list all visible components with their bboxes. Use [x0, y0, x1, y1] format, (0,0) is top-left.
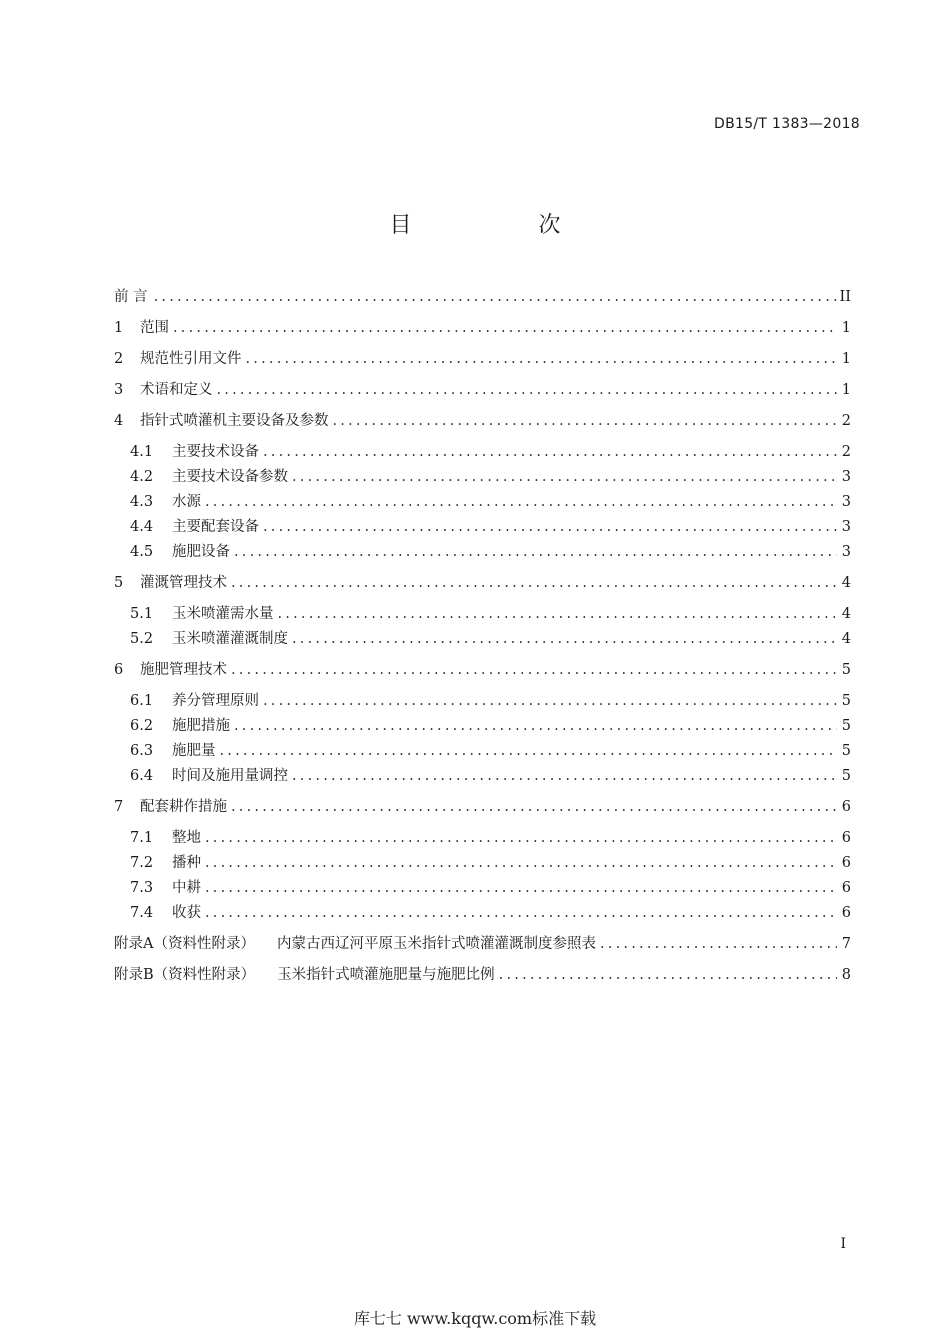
toc-entry[interactable]	[114, 410, 851, 432]
toc-entry-title: 整地	[172, 830, 201, 846]
toc-entry-title: 主要配套设备	[172, 519, 259, 535]
toc-leader-dots	[231, 796, 837, 818]
toc-entry-page: II	[839, 289, 851, 305]
toc-entry-page: 5	[841, 768, 851, 784]
toc-entry-page: 5	[841, 743, 851, 759]
toc-entry-number: 3	[114, 382, 124, 398]
toc-subentry[interactable]	[130, 740, 851, 762]
toc-entry-page: 3	[841, 494, 851, 510]
toc-subentry[interactable]	[130, 827, 851, 849]
toc-entry[interactable]	[114, 317, 851, 339]
toc-entry-number: 6.3	[130, 743, 154, 759]
toc-subentry[interactable]	[130, 441, 851, 463]
toc-leader-dots	[333, 410, 838, 432]
toc-entry-number: 4.3	[130, 494, 154, 510]
toc-entry-page: 1	[841, 351, 851, 367]
toc-entry-number: 1	[114, 320, 124, 336]
toc-entry[interactable]	[114, 572, 851, 594]
toc-entry-title: 前 言	[114, 289, 148, 305]
toc-entry-title: 养分管理原则	[172, 693, 259, 709]
toc-entry-page: 1	[841, 382, 851, 398]
toc-entry-number: 6.4	[130, 768, 154, 784]
toc-subentry[interactable]	[130, 765, 851, 787]
toc-entry-page: 6	[841, 855, 851, 871]
toc-subentry[interactable]	[130, 466, 851, 488]
toc-entry-number: 7.1	[130, 830, 154, 846]
toc-subentry[interactable]	[130, 491, 851, 513]
toc-appendix-label: 附录A（资料性附录）	[114, 936, 255, 952]
toc-entry[interactable]	[114, 348, 851, 370]
toc-entry-title: 主要技术设备	[172, 444, 259, 460]
toc-entry-number: 4.2	[130, 469, 154, 485]
toc-entry-title: 内蒙古西辽河平原玉米指针式喷灌灌溉制度参照表	[276, 936, 596, 952]
toc-entry-title: 规范性引用文件	[140, 351, 242, 367]
toc-leader-dots	[231, 572, 837, 594]
toc-leader-dots	[263, 690, 837, 712]
toc-entry-title: 范围	[140, 320, 169, 336]
toc-entry-number: 4.1	[130, 444, 154, 460]
toc-subentry[interactable]	[130, 690, 851, 712]
footer-watermark: 库七七 www.kqqw.com标准下载	[353, 1309, 597, 1328]
toc-leader-dots	[234, 541, 837, 563]
toc-entry-title: 施肥管理技术	[140, 662, 227, 678]
toc-entry-title: 指针式喷灌机主要设备及参数	[140, 413, 329, 429]
toc-entry-number: 7.4	[130, 905, 154, 921]
toc-entry-number: 6.1	[130, 693, 154, 709]
toc-entry-page: 3	[841, 544, 851, 560]
toc-entry-appendix-b[interactable]	[114, 964, 851, 986]
toc-entry-page: 4	[841, 606, 851, 622]
toc-entry[interactable]	[114, 379, 851, 401]
toc-leader-dots	[220, 740, 838, 762]
toc-entry-page: 7	[841, 936, 851, 952]
toc-appendix-label: 附录B（资料性附录）	[114, 967, 256, 983]
toc-leader-dots	[205, 902, 837, 924]
toc-entry-page: 3	[841, 519, 851, 535]
toc-entry-number: 6	[114, 662, 124, 678]
toc-entry-number: 7.3	[130, 880, 154, 896]
toc-leader-dots	[173, 317, 837, 339]
toc-leader-dots	[246, 348, 838, 370]
document-code: DB15/T 1383—2018	[714, 116, 860, 132]
toc-entry-foreword[interactable]	[114, 286, 851, 308]
toc-entry-title: 时间及施用量调控	[172, 768, 288, 784]
toc-entry-title: 玉米喷灌需水量	[172, 606, 274, 622]
toc-entry-page: 5	[841, 693, 851, 709]
toc-leader-dots	[263, 441, 837, 463]
toc-entry-title: 主要技术设备参数	[172, 469, 288, 485]
toc-entry-page: 6	[841, 799, 851, 815]
page-number: I	[840, 1236, 846, 1252]
toc-entry-number: 2	[114, 351, 124, 367]
toc-leader-dots	[292, 765, 837, 787]
toc-leader-dots	[231, 659, 837, 681]
toc-entry-page: 5	[841, 662, 851, 678]
toc-leader-dots	[205, 827, 837, 849]
toc-subentry[interactable]	[130, 715, 851, 737]
toc-entry-title: 灌溉管理技术	[140, 575, 227, 591]
toc-entry-page: 3	[841, 469, 851, 485]
toc-entry-number: 7.2	[130, 855, 154, 871]
toc-leader-dots	[154, 286, 837, 308]
toc-entry-page: 2	[841, 413, 851, 429]
toc-entry-page: 5	[841, 718, 851, 734]
toc-leader-dots	[205, 877, 837, 899]
toc-entry-page: 1	[841, 320, 851, 336]
toc-entry-title: 术语和定义	[140, 382, 213, 398]
toc-leader-dots	[292, 628, 837, 650]
toc-subentry[interactable]	[130, 852, 851, 874]
toc-leader-dots	[217, 379, 838, 401]
toc-subentry[interactable]	[130, 516, 851, 538]
toc-entry-page: 8	[841, 967, 851, 983]
toc-entry-number: 7	[114, 799, 124, 815]
toc-leader-dots	[263, 516, 837, 538]
toc-entry-title: 施肥措施	[172, 718, 230, 734]
toc-entry-page: 6	[841, 905, 851, 921]
toc-entry-page: 2	[841, 444, 851, 460]
toc-entry-page: 6	[841, 830, 851, 846]
toc-subentry[interactable]	[130, 628, 851, 650]
toc-entry-page: 4	[841, 631, 851, 647]
toc-entry-title: 配套耕作措施	[140, 799, 227, 815]
toc-subentry[interactable]	[130, 877, 851, 899]
toc-leader-dots	[234, 715, 837, 737]
toc-entry-number: 6.2	[130, 718, 154, 734]
toc-leader-dots	[600, 933, 837, 955]
toc-leader-dots	[278, 603, 838, 625]
toc-entry-number: 5	[114, 575, 124, 591]
page-title: 目 次	[389, 213, 621, 238]
toc-entry[interactable]	[114, 659, 851, 681]
toc-leader-dots	[499, 964, 837, 986]
toc-entry[interactable]	[114, 796, 851, 818]
toc-leader-dots	[292, 466, 837, 488]
toc-entry-number: 4.5	[130, 544, 154, 560]
toc-entry-number: 5.2	[130, 631, 154, 647]
toc-entry-number: 5.1	[130, 606, 154, 622]
toc-subentry[interactable]	[130, 603, 851, 625]
toc-entry-title: 播种	[172, 855, 201, 871]
toc-entry-title: 施肥设备	[172, 544, 230, 560]
toc-subentry[interactable]	[130, 902, 851, 924]
toc-entry-appendix-a[interactable]	[114, 933, 851, 955]
toc-entry-title: 收获	[172, 905, 201, 921]
toc-entry-title: 水源	[172, 494, 201, 510]
toc-subentry[interactable]	[130, 541, 851, 563]
toc-entry-page: 6	[841, 880, 851, 896]
toc-entry-title: 中耕	[172, 880, 201, 896]
toc-leader-dots	[205, 852, 837, 874]
toc-entry-title: 玉米喷灌灌溉制度	[172, 631, 288, 647]
toc-entry-title: 施肥量	[172, 743, 216, 759]
toc-leader-dots	[205, 491, 837, 513]
toc-entry-number: 4.4	[130, 519, 154, 535]
toc-entry-number: 4	[114, 413, 124, 429]
toc-entry-title: 玉米指针式喷灌施肥量与施肥比例	[277, 967, 495, 983]
toc-entry-page: 4	[841, 575, 851, 591]
